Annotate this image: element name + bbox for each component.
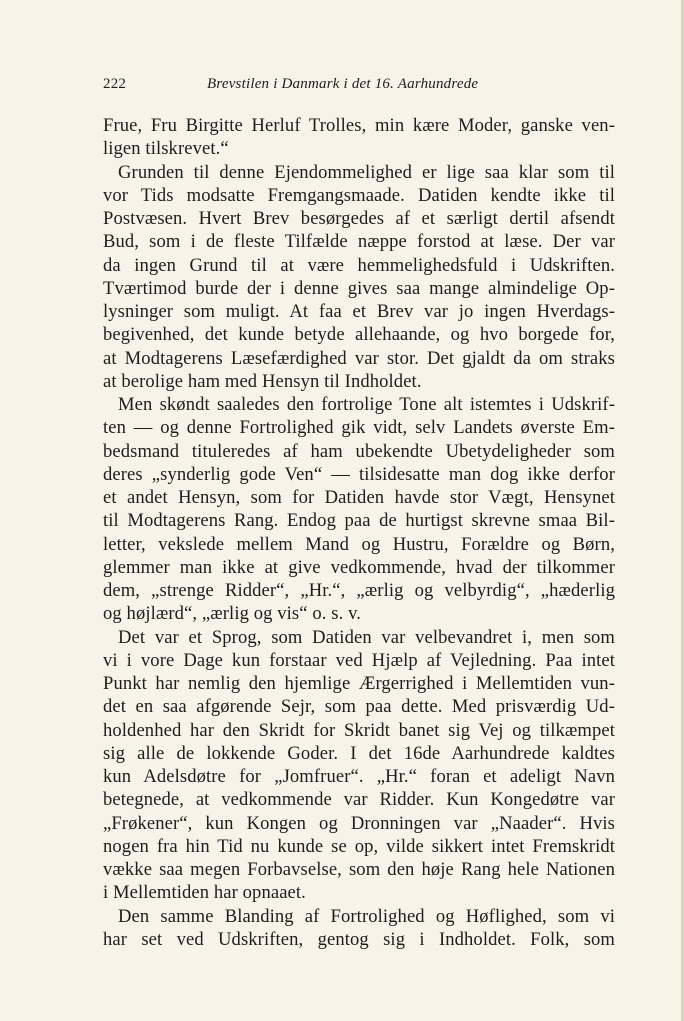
- text-line: sig alle de lokkende Goder. I det 16de Aarhundrede kaldtes: [103, 742, 615, 764]
- paragraph: [103, 161, 615, 394]
- text-line: bedsmand tituleredes af ham ubekendte Ubetydeligheder som: [103, 440, 615, 462]
- text-line: vække saa megen Forbavselse, som den høje Rang hele Nationen: [103, 859, 615, 880]
- text-line: letter, vekslede mellem Mand og Hustru, Forældre og Børn,: [103, 533, 615, 555]
- text-line: har set ved Udskriften, gentog sig i Indholdet. Folk, som: [103, 928, 615, 950]
- text-line: et andet Hensyn, som for Datiden havde stor Vægt, Hensynet: [103, 487, 615, 508]
- text-line: vi i vore Dage kun forstaar ved Hjælp af Vejledning. Paa intet: [103, 649, 615, 671]
- paragraph: [103, 393, 615, 626]
- text-line: „Frøkener“, kun Kongen og Dronningen var „Naader“. Hvis: [103, 812, 615, 834]
- text-line: Den samme Blanding af Fortrolighed og Høflighed, som vi: [118, 905, 615, 927]
- text-line: ligen tilskrevet.“: [103, 138, 229, 160]
- text-line: Postvæsen. Hvert Brev besørgedes af et særligt dertil afsendt: [103, 208, 615, 229]
- running-title: Brevstilen i Danmark i det 16. Aarhundrede: [207, 76, 479, 92]
- text-line: da ingen Grund til at være hemmelighedsfuld i Udskriften.: [103, 254, 615, 276]
- text-line: at berolige ham med Hensyn til Indholdet.: [103, 370, 422, 392]
- text-line: det en saa afgørende Sejr, som paa dette. Med prisværdig Ud-: [103, 696, 615, 718]
- text-line: dem, „strenge Ridder“, „Hr.“, „ærlig og velbyrdig“, „hæderlig: [103, 580, 615, 601]
- text-line: nogen fra hin Tid nu kunde se op, vilde sikkert intet Fremskridt: [103, 835, 615, 857]
- text-line: begivenhed, det kunde betyde allehaande, og hvo borgede for,: [103, 324, 615, 346]
- text-line: og højlærd“, „ærlig og vis“ o. s. v.: [103, 603, 362, 625]
- text-line: at Modtagerens Læsefærdighed var stor. Det gjaldt da om straks: [103, 347, 615, 369]
- page-number: 222: [103, 76, 127, 92]
- body-text: [103, 114, 615, 951]
- text-line: vor Tids modsatte Fremgangsmaade. Datiden kendte ikke til: [103, 184, 615, 206]
- text-line: lysninger som muligt. At faa et Brev var jo ingen Hverdags-: [103, 301, 615, 322]
- text-line: ten — og denne Fortrolighed gik vidt, selv Landets øverste Em-: [103, 417, 615, 439]
- text-line: kun Adelsdøtre for „Jomfruer“. „Hr.“ foran et adeligt Navn: [103, 766, 615, 787]
- paragraph: [103, 905, 615, 952]
- text-line: Bud, som i de fleste Tilfælde næppe forstod at læse. Der var: [103, 231, 615, 253]
- text-line: i Mellemtiden har opnaaet.: [103, 882, 306, 904]
- paragraph: [103, 114, 615, 161]
- text-line: Det var et Sprog, som Datiden var velbevandret i, men som: [118, 626, 615, 648]
- text-line: Punkt har nemlig den hjemlige Ærgerrighed i Mellemtiden vun-: [103, 673, 615, 694]
- text-line: deres „synderlig gode Ven“ — tilsidesatte man dog ikke derfor: [103, 463, 615, 485]
- text-line: Men skøndt saaledes den fortrolige Tone alt istemtes i Udskrif-: [118, 394, 615, 415]
- text-line: holdenhed har den Skridt for Skridt banet sig Vej og tilkæmpet: [103, 719, 615, 741]
- text-line: glemmer man ikke at give vedkommende, hvad der tilkommer: [103, 556, 615, 578]
- text-line: betegnede, at vedkommende var Ridder. Kun Kongedøtre var: [103, 789, 615, 811]
- text-line: Grunden til denne Ejendommelighed er lige saa klar som til: [118, 161, 615, 183]
- paragraph: [103, 626, 615, 905]
- text-line: Frue, Fru Birgitte Herluf Trolles, min kære Moder, ganske ven-: [103, 115, 615, 136]
- running-header: [103, 76, 615, 98]
- text-line: Tværtimod burde der i denne gives saa mange almindelige Op-: [103, 277, 615, 299]
- text-line: til Modtagerens Rang. Endog paa de hurtigst skrevne smaa Bil-: [103, 510, 615, 532]
